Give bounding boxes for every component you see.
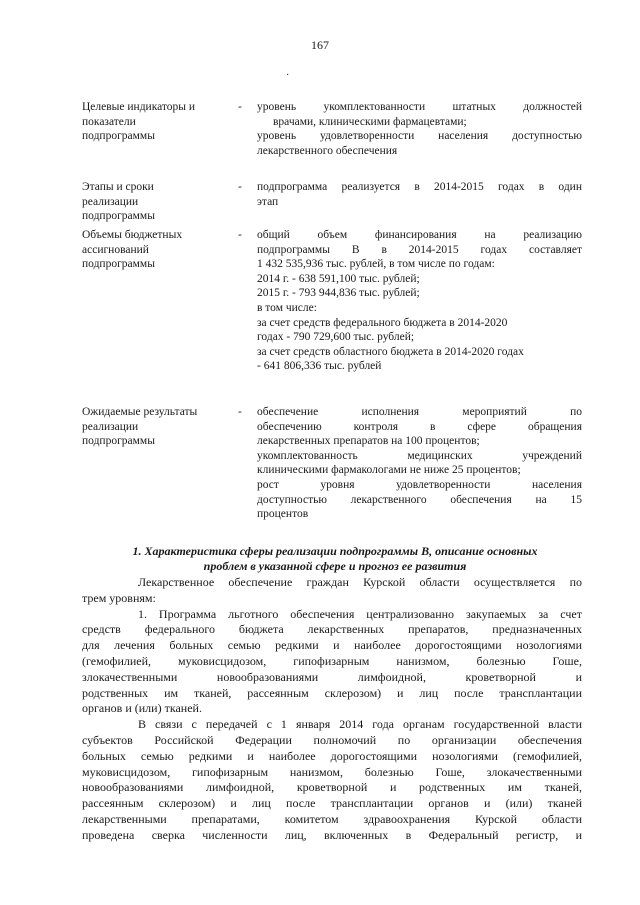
section-heading-line: 1. Характеристика сферы реализации подпрограммы В, описание основных bbox=[132, 544, 538, 558]
passport-value-line: за счет средств федерального бюджета в 2014-2020 bbox=[257, 316, 508, 329]
passport-label-line: подпрограммы bbox=[82, 210, 155, 223]
passport-value-line: доступностью лекарственного обеспечения на 15 bbox=[257, 493, 582, 506]
passport-value bbox=[257, 180, 582, 209]
passport-value-line: уровень удовлетворенности населения доступностью bbox=[257, 130, 582, 143]
passport-value-line: 2014 г. - 638 591,100 тыс. рублей; bbox=[257, 272, 420, 285]
passport-value-line: этап bbox=[257, 195, 279, 208]
passport-value-line: клиническими фармакологами не ниже 25 процентов; bbox=[257, 464, 521, 477]
passport-value-line: 2015 г. - 793 944,836 тыс. рублей; bbox=[257, 287, 420, 300]
body-line: новообразованиями лимфоидной, кроветворной и родственных им тканей, bbox=[82, 780, 582, 795]
passport-value-line: врачами, клиническими фармацевтами; bbox=[273, 115, 467, 128]
body-text bbox=[82, 575, 582, 844]
body-line: злокачественными новообразованиями лимфоидной, кроветворной и bbox=[82, 669, 582, 684]
passport-value-line: общий объем финансирования на реализацию bbox=[257, 229, 582, 241]
passport-value-line: процентов bbox=[257, 508, 309, 521]
body-line: субъектов Российской Федерации полномочий по организации обеспечения bbox=[82, 732, 582, 747]
body-line: муковисцидозом, гипофизарным нанизмом, болезнью Гоше, злокачественными bbox=[82, 764, 582, 779]
body-line: трем уровням: bbox=[82, 590, 156, 605]
passport-value-line: - 641 806,336 тыс. рублей bbox=[257, 360, 382, 373]
passport-label-line: показатели bbox=[82, 115, 136, 128]
passport-dash: - bbox=[238, 101, 242, 113]
passport-value-line: в том числе: bbox=[257, 301, 317, 314]
passport-dash: - bbox=[238, 406, 242, 418]
body-line: рассеянным склерозом) и лиц после трансплантации органов и (или) тканей bbox=[82, 796, 582, 811]
passport-label-line: Этапы и сроки bbox=[82, 181, 154, 193]
passport-label-line: реализации bbox=[82, 195, 139, 208]
passport-value-line: лекарственных препаратов на 100 процентов; bbox=[257, 435, 480, 448]
body-line: Лекарственное обеспечение граждан Курской области осуществляется по bbox=[138, 575, 582, 589]
passport-value bbox=[257, 405, 582, 522]
scan-mark: · bbox=[286, 70, 290, 81]
body-line: больных семью редкими и наиболее дорогостоящими нозологиями (гемофилией, bbox=[82, 748, 582, 763]
passport-dash: - bbox=[238, 229, 242, 241]
passport-label-line: Целевые индикаторы и bbox=[82, 101, 196, 113]
passport-label bbox=[82, 100, 230, 144]
passport-dash: - bbox=[238, 181, 242, 193]
passport-value-line: уровень укомплектованности штатных должностей bbox=[257, 101, 582, 113]
passport-value-line: годах - 790 729,600 тыс. рублей; bbox=[257, 331, 415, 344]
passport-label-line: подпрограммы bbox=[82, 435, 155, 448]
passport-value-line: подпрограмма реализуется в 2014-2015 годах в один bbox=[257, 181, 582, 193]
passport-label-line: Объемы бюджетных bbox=[82, 229, 183, 241]
passport-label-line: ассигнований bbox=[82, 243, 149, 256]
body-line: проведена сверка численности лиц, включенных в Федеральный регистр, и bbox=[82, 827, 582, 842]
passport-value-line: за счет средств областного бюджета в 2014-2020 годах bbox=[257, 345, 524, 358]
passport-label bbox=[82, 180, 230, 224]
passport-label-line: Ожидаемые результаты bbox=[82, 406, 198, 418]
passport-value bbox=[257, 228, 582, 374]
body-line: средств федерального бюджета лекарственных препаратов, предназначенных bbox=[82, 622, 582, 637]
passport-label-line: подпрограммы bbox=[82, 258, 155, 271]
body-line: для лечения больных семью редкими и наиболее дорогостоящими нозологиями bbox=[82, 638, 582, 653]
passport-value-line: рост уровня удовлетворенности населения bbox=[257, 478, 582, 491]
section-heading-line: проблем в указанной сфере и прогноз ее развития bbox=[203, 559, 467, 573]
passport-label-line: подпрограммы bbox=[82, 130, 155, 143]
section-heading bbox=[90, 544, 580, 574]
body-line: В связи с передачей с 1 января 2014 года органам государственной власти bbox=[138, 717, 582, 732]
body-line: родственных им тканей, рассеянным склерозом) и лиц после трансплантации bbox=[82, 685, 582, 700]
passport-label bbox=[82, 405, 230, 449]
body-line: лекарственными препаратами, комитетом здравоохранения Курской области bbox=[82, 811, 582, 826]
body-line: органов и (или) тканей. bbox=[82, 701, 202, 716]
passport-value-line: укомплектованность медицинских учреждений bbox=[257, 449, 582, 462]
passport-value-line: 1 432 535,936 тыс. рублей, в том числе по годам: bbox=[257, 258, 495, 271]
passport-label-line: реализации bbox=[82, 420, 139, 433]
passport-value-line: подпрограммы В в 2014-2015 годах составляет bbox=[257, 243, 582, 256]
body-line: 1. Программа льготного обеспечения централизованно закупаемых за счет bbox=[138, 606, 582, 621]
passport-value-line: обеспечение исполнения мероприятий по bbox=[257, 406, 582, 418]
passport-value-line: обеспечению контроля в сфере обращения bbox=[257, 420, 582, 433]
body-line: (гемофилией, муковисцидозом, гипофизарным нанизмом, болезнью Гоше, bbox=[82, 653, 582, 668]
passport-value bbox=[257, 100, 582, 158]
page-number: 167 bbox=[311, 38, 329, 52]
passport-value-line: лекарственного обеспечения bbox=[257, 144, 398, 157]
passport-label bbox=[82, 228, 230, 272]
